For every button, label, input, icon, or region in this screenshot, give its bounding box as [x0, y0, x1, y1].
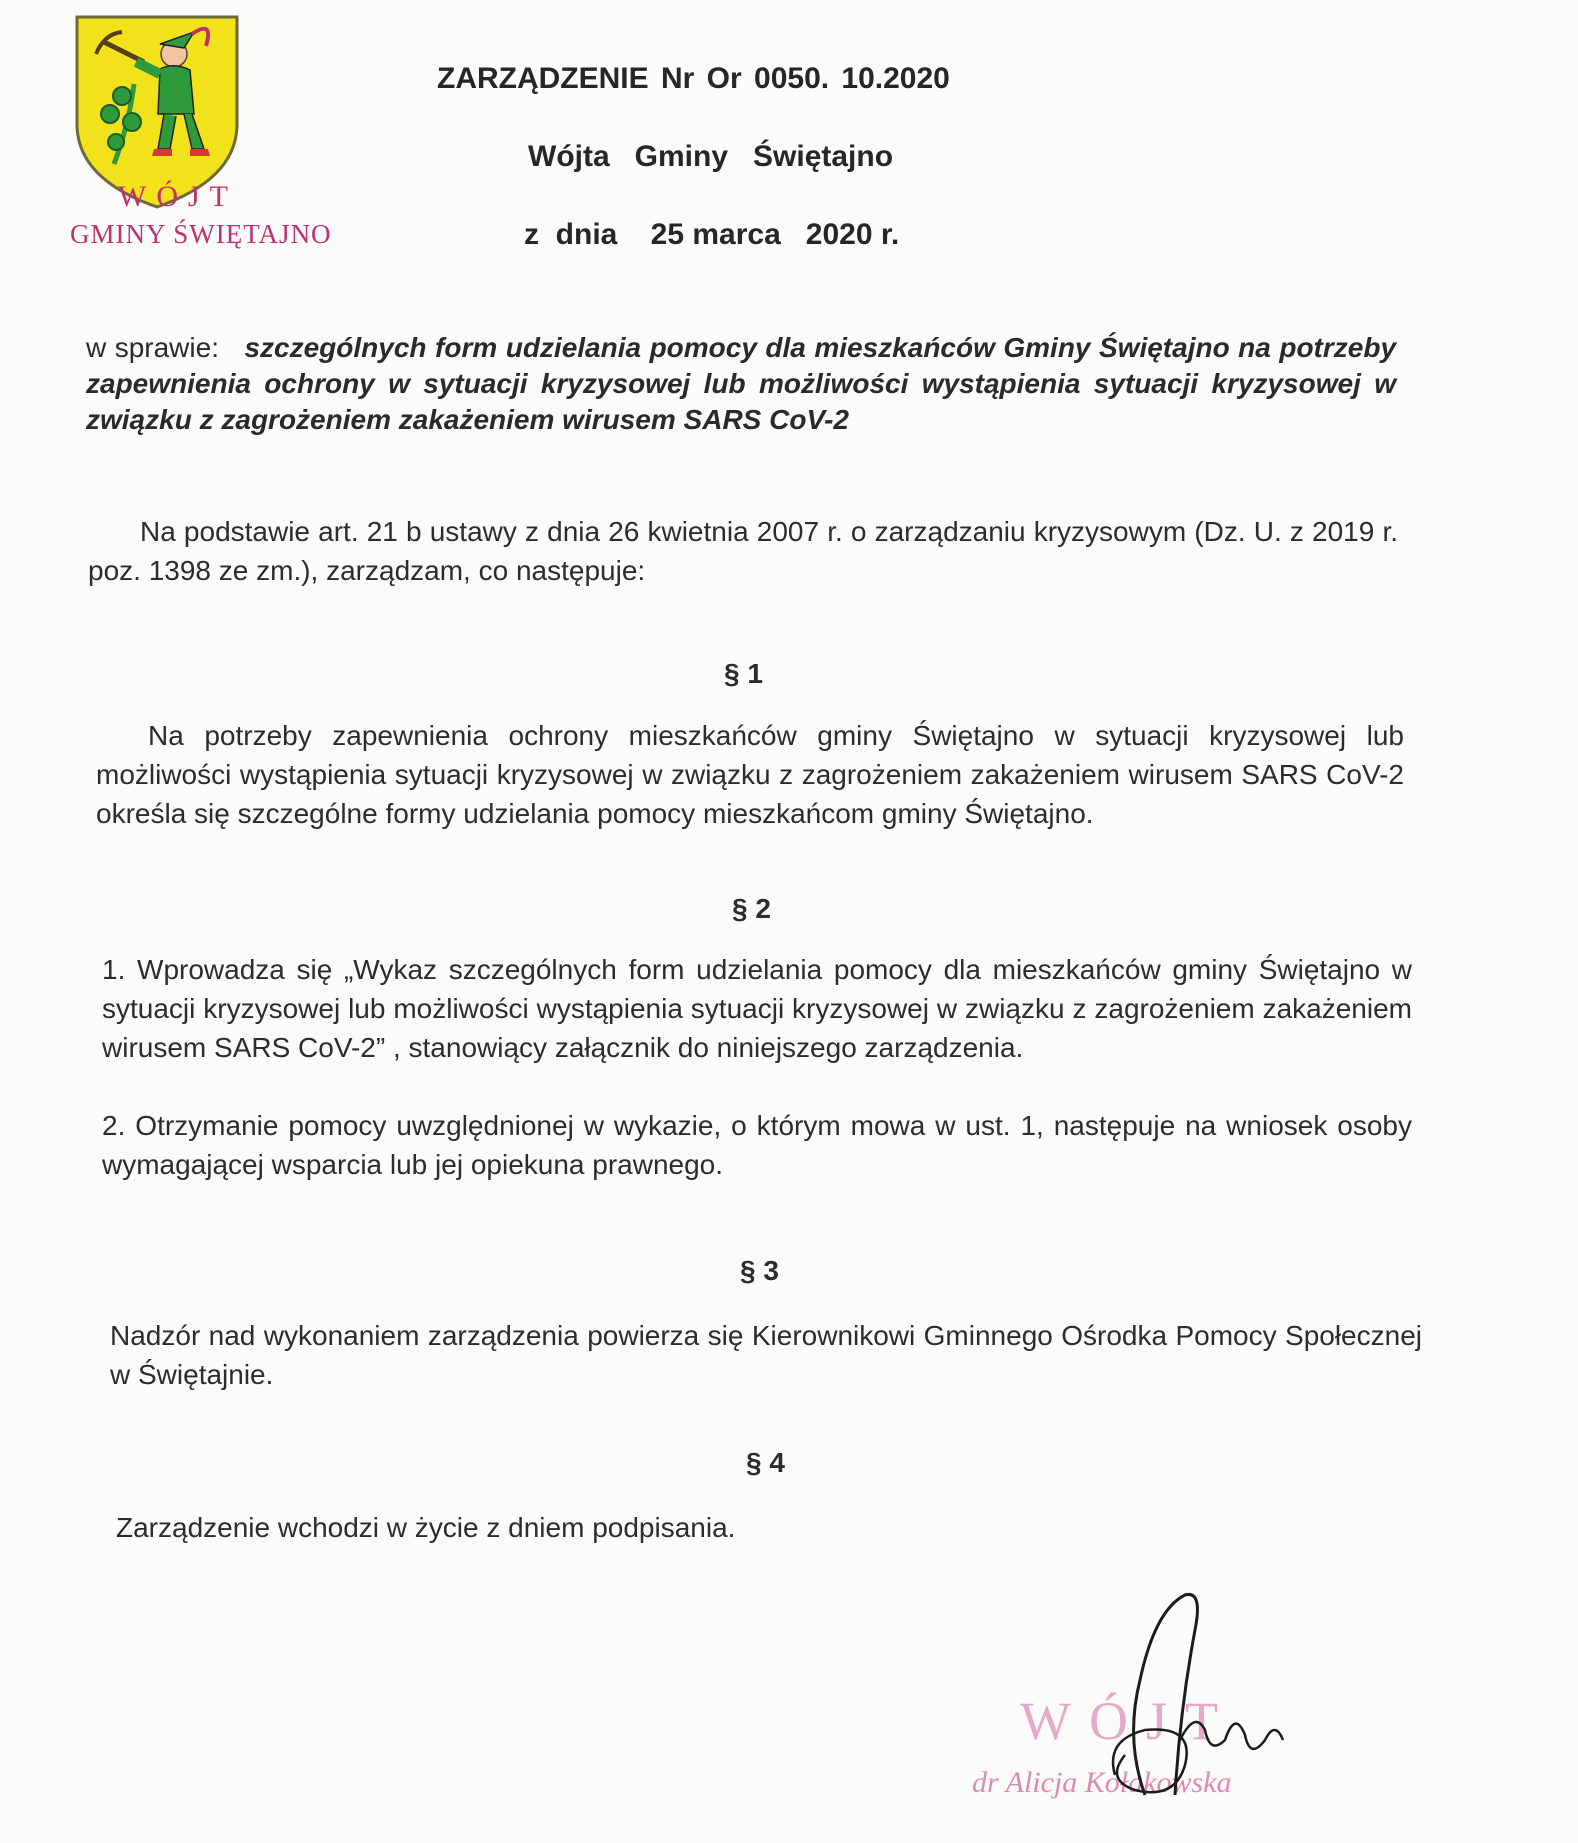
section-2-heading: § 2: [732, 893, 771, 924]
subject-text: szczególnych form udzielania pomocy dla mieszkańców Gminy Świętajno na potrzeby zapewnienia ochrony w sytuacji kryzysowej lub możliwości wystąpienia sytuacji kryzysowej w związku z zagrożeniem zakażeniem wirusem SARS CoV-2: [86, 332, 1397, 435]
section-3-heading: § 3: [740, 1255, 779, 1286]
issuer: Wójta Gminy Świętajno: [528, 140, 894, 173]
date-line: z dnia 25 marca 2020 r.: [524, 218, 900, 251]
signature-stamp-title: WÓJT: [1020, 1691, 1236, 1751]
subject-lead: w sprawie:: [86, 332, 219, 363]
handwritten-signature: [1085, 1590, 1285, 1805]
stamp-title: WÓJT: [118, 180, 238, 213]
stamp-subtitle: GMINY ŚWIĘTAJNO: [70, 219, 332, 249]
section-4-heading: § 4: [746, 1447, 785, 1478]
section-1-heading: § 1: [724, 658, 763, 689]
subject: [86, 330, 1396, 438]
ordinance-number: ZARZĄDZENIE Nr Or 0050. 10.2020: [437, 62, 950, 95]
section-2-point-2: 2. Otrzymanie pomocy uwzględnionej w wykazie, o którym mowa w ust. 1, następuje na wniosek osoby wymagającej wsparcia lub jej opiekuna prawnego.: [102, 1110, 1412, 1180]
legal-basis: Na podstawie art. 21 b ustawy z dnia 26 kwietnia 2007 r. o zarządzaniu kryzysowym (Dz. U. z 2019 r. poz. 1398 ze zm.), zarządzam, co następuje:: [88, 516, 1398, 586]
section-1-text: Na potrzeby zapewnienia ochrony mieszkańców gminy Świętajno w sytuacji kryzysowej lub możliwości wystąpienia sytuacji kryzysowej w związku z zagrożeniem zakażeniem wirusem SARS CoV-2 określa się szczególne formy udzielania pomocy mieszkańcom gminy Świętajno.: [96, 720, 1404, 829]
section-2-point-1: 1. Wprowadza się „Wykaz szczególnych form udzielania pomocy dla mieszkańców gminy Świętajno w sytuacji kryzysowej lub możliwości wystąpienia sytuacji kryzysowej w związku z zagrożeniem zakażeniem wirusem SARS CoV-2” , stanowiący załącznik do niniejszego zarządzenia.: [102, 954, 1412, 1063]
section-4-text: Zarządzenie wchodzi w życie z dniem podpisania.: [116, 1512, 736, 1543]
section-3-text: Nadzór nad wykonaniem zarządzenia powierza się Kierownikowi Gminnego Ośrodka Pomocy Społecznej w Świętajnie.: [110, 1320, 1422, 1390]
signature-stamp-name: dr Alicja Kołakowska: [972, 1766, 1232, 1799]
